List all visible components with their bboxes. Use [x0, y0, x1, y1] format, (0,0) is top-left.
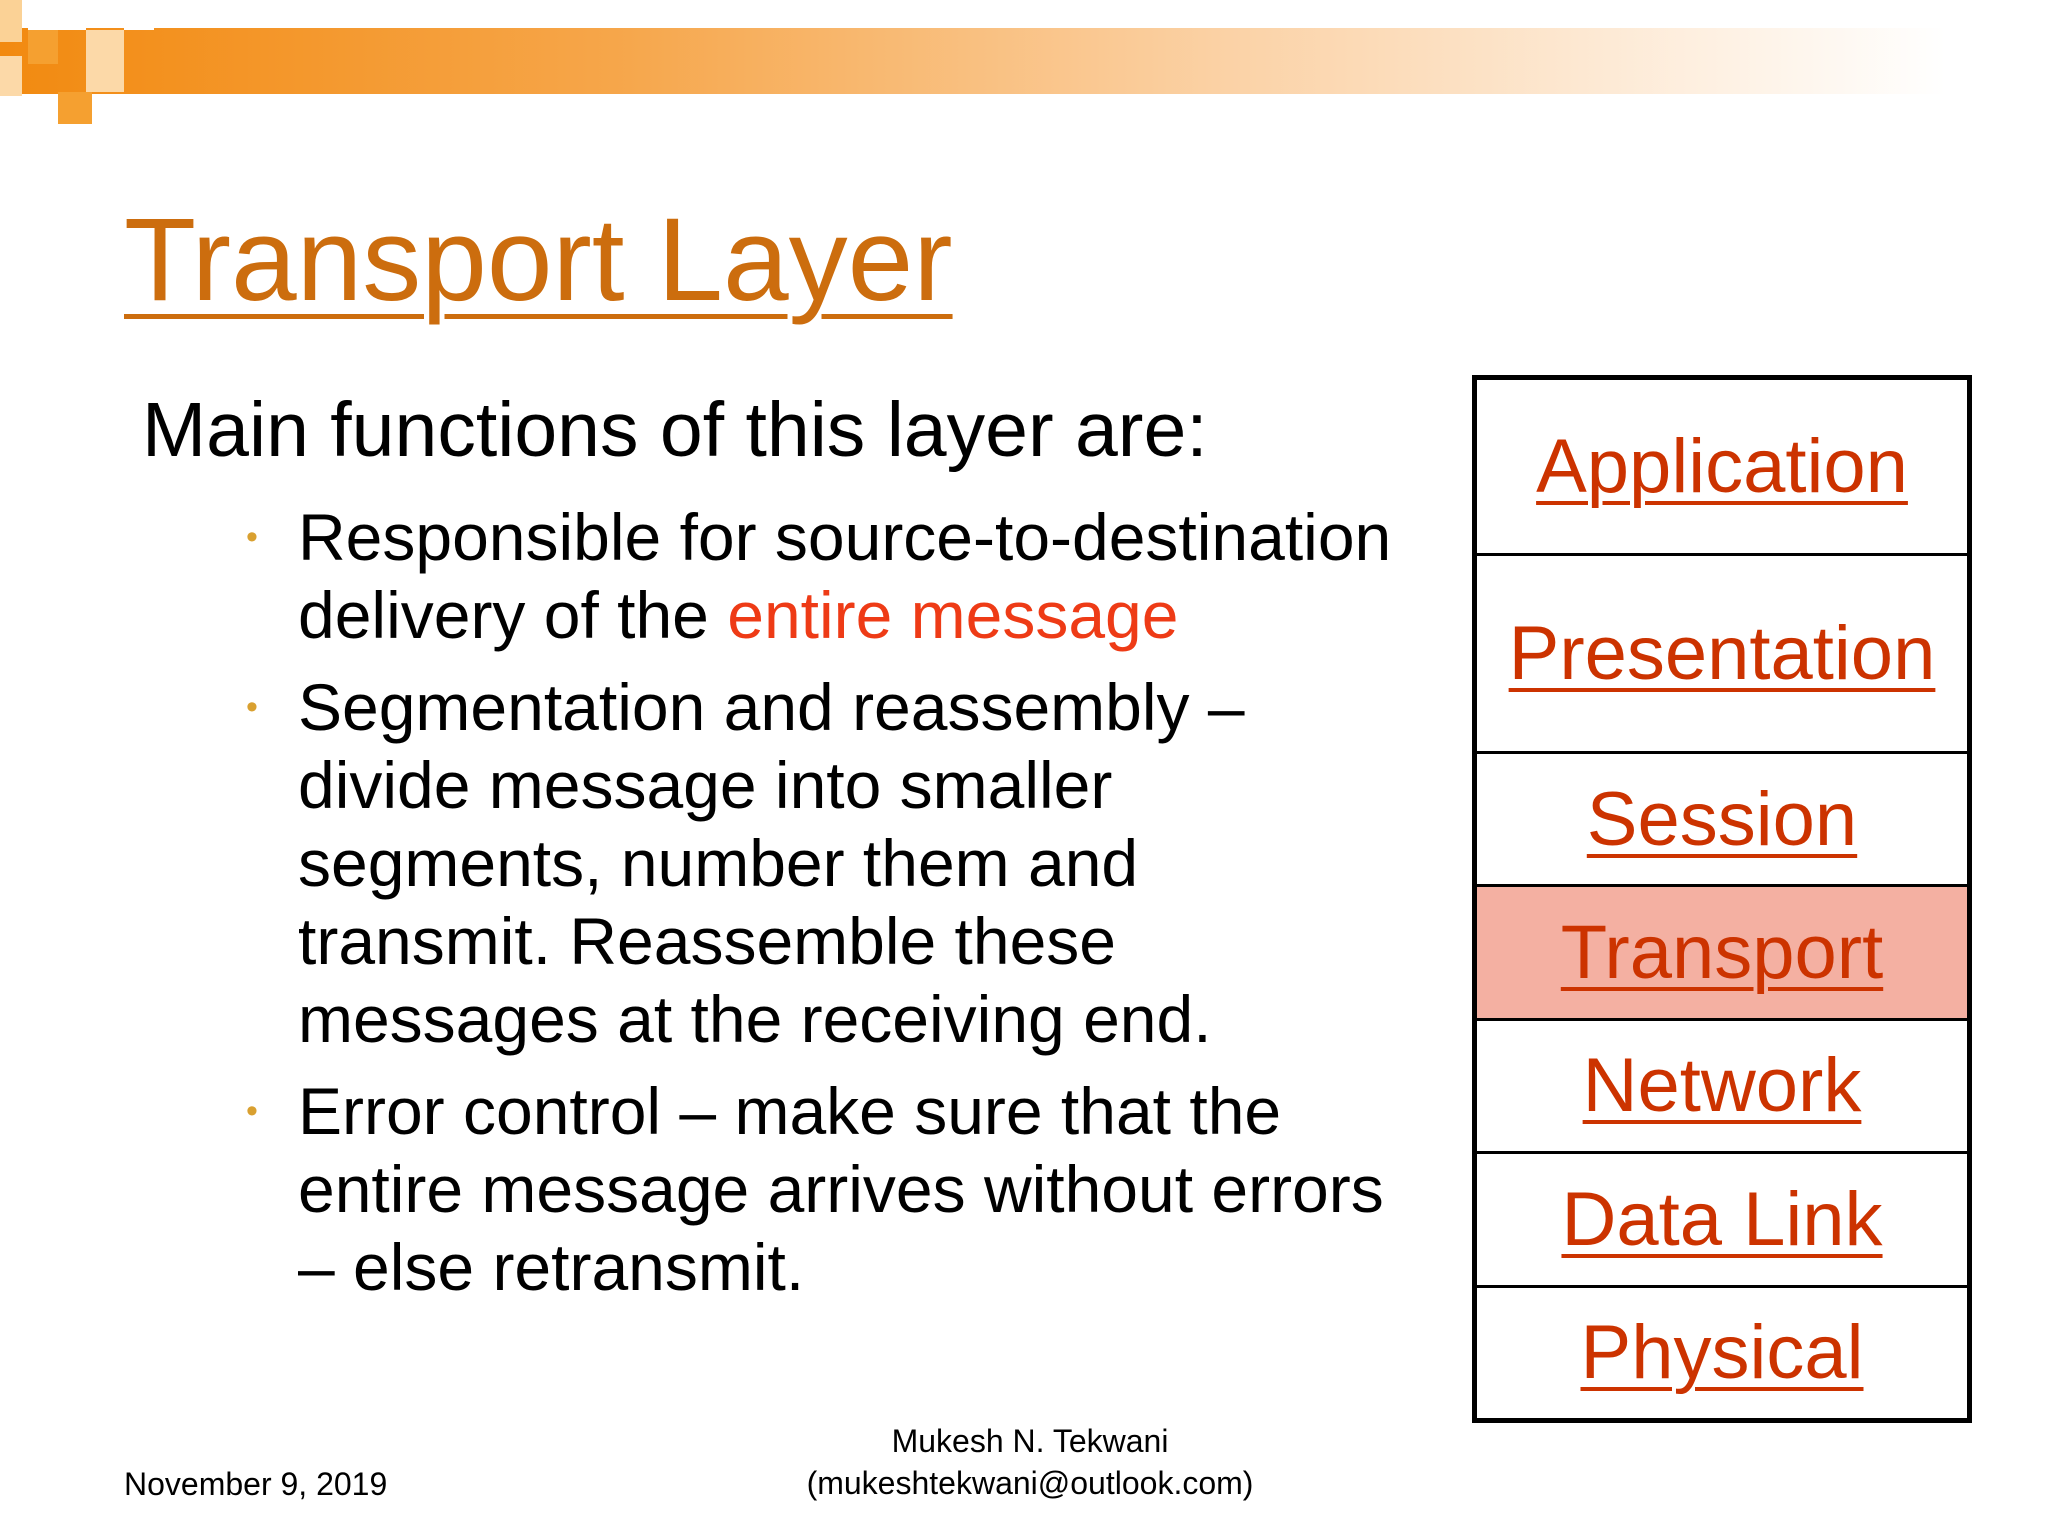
bullet-marker: • — [246, 688, 258, 726]
footer-author-block — [740, 1420, 1320, 1504]
osi-layer-network[interactable]: Network — [1477, 1018, 1967, 1151]
osi-layer-data-link[interactable]: Data Link — [1477, 1151, 1967, 1284]
decor-square — [124, 0, 154, 30]
bullet-highlight: entire message — [727, 578, 1179, 652]
osi-layer-stack — [1472, 375, 1972, 1423]
decor-square — [0, 56, 22, 96]
decor-square — [58, 92, 92, 124]
bullet-marker: • — [246, 518, 258, 556]
osi-layer-presentation[interactable]: Presentation — [1477, 553, 1967, 751]
osi-layer-application[interactable]: Application — [1536, 424, 1908, 510]
bullet-list — [240, 498, 1400, 1320]
footer-author-name: Mukesh N. Tekwani — [891, 1423, 1169, 1459]
footer-author-email: (mukeshtekwani@outlook.com) — [806, 1465, 1254, 1501]
decor-square — [28, 0, 86, 30]
osi-layer-session[interactable]: Session — [1477, 751, 1967, 884]
bullet-item — [240, 1072, 1400, 1306]
bullet-text: Error control – make sure that the entire message arrives without errors – else retransmit. — [298, 1074, 1384, 1304]
footer-date: November 9, 2019 — [124, 1466, 388, 1502]
bullet-text: Segmentation and reassembly – divide message into smaller segments, number them and transmit. Reassemble these messages at the receiving end. — [298, 670, 1245, 1056]
slide-title: Transport Layer — [124, 194, 953, 326]
header-gradient-bar — [0, 28, 2048, 94]
bullet-marker: • — [246, 1092, 258, 1130]
bullet-item — [240, 498, 1400, 654]
bullet-text: Responsible for source-to-destination delivery of the — [298, 500, 1392, 652]
osi-layer-physical[interactable]: Physical — [1477, 1285, 1967, 1418]
osi-layer-transport[interactable]: Transport — [1477, 884, 1967, 1017]
bullet-item — [240, 668, 1400, 1058]
decor-square — [0, 0, 22, 42]
decor-square — [86, 30, 124, 92]
slide-intro: Main functions of this layer are: — [142, 387, 1208, 473]
decor-square — [28, 30, 58, 64]
